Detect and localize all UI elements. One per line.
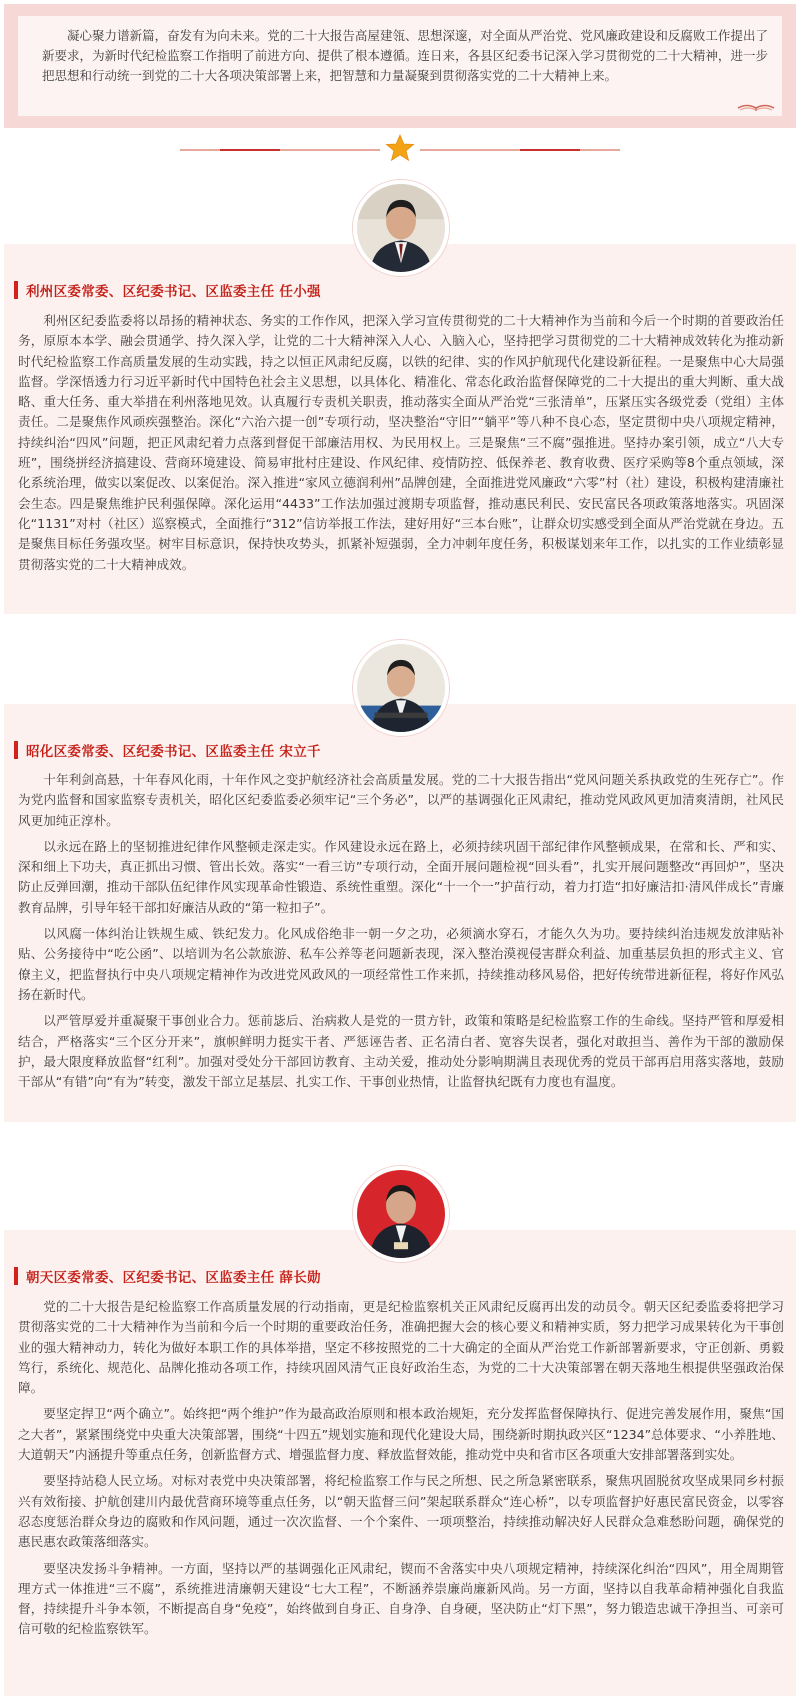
section-heading xyxy=(14,280,321,300)
section-body xyxy=(18,770,784,1098)
heading-accent-bar xyxy=(14,281,18,299)
divider-line-right xyxy=(420,149,620,151)
divider-line-left xyxy=(180,149,380,151)
star-divider xyxy=(180,138,620,162)
section-paragraph: 要坚定捍卫“两个确立”。始终把“两个维护”作为最高政治原则和根本政治规矩，充分发挥监督保障执行、促进完善发展作用，聚焦“国之大者”，紧紧围绕党中央重大决策部署，围绕“十四五”规划实施和现代化建设大局，围绕新时期执政兴区“1234”总体要求、“小养胜地、大道朝天”内涵提升等重点任务，创新监督方式、增强监督力度、释放监督效能，推动党中央和省市区各项重大安排部署落到实处。 xyxy=(18,1406,784,1463)
star-icon xyxy=(385,133,415,163)
avatar xyxy=(353,180,449,276)
section-title: 朝天区委常委、区纪委书记、区监委主任 薛长勋 xyxy=(26,1270,321,1286)
section-paragraph: 利州区纪委监委将以昂扬的精神状态、务实的工作作风，把深入学习宣传贯彻党的二十大精神作为当前和今后一个时期的首要政治任务，原原本本学、融会贯通学、持久深入学，让党的二十大精神深入人心、入脑入心，坚持把学习贯彻党的二十大精神成效转化为推动新时代纪检监察工作高质量发展的生动实践，持之以恒正风肃纪反腐，以铁的纪律、实的作风护航现代化建设新征程。一是聚焦中心大局强监督。学深悟透力行习近平新时代中国特色社会主义思想，以具体化、精准化、常态化政治监督保障党的二十大提出的重大判断、重大战略、重大任务、重大举措在利州落地见效。认真履行专责机关职责，推动落实全面从严治党“三张清单”，压紧压实各级党委（党组）主体责任。二是聚焦作风顽疾强整治。深化“六治六提一创”专项行动，坚决整治“守旧”“躺平”等八种不良心态，坚定贯彻中央八项规定精神，持续纠治“四风”问题，把正风肃纪着力点落到督促干部廉洁用权、为民用权上。三是聚焦“三不腐”强推进。坚持办案引领，成立“八大专班”，围绕拼经济搞建设、营商环境建设、简易审批村庄建设、作风纪律、疫情防控、低保养老、教育收费、医疗采购等8个重点领域，深化系统治理，做实以案促改、以案促治。深入推进“家风立德润利州”品牌创建，全面推进党风廉政“六零”村（社）建设，积极构建清廉社会生态。四是聚焦维护民利强保障。深化运用“4433”工作法加强过渡期专项监督，推动惠民利民、安民富民各项政策落地落实。巩固深化“1131”对村（社区）巡察模式，全面推行“312”信访举报工作法，建好用好“三本台账”，让群众切实感受到全面从严治党就在身边。五是聚焦目标任务强攻坚。树牢目标意识，保持快攻势头，抓紧补短强弱，全力冲刺年度任务，积极谋划来年工作，以扎实的工作业绩彰显贯彻落实党的二十大精神成效。 xyxy=(18,313,784,572)
official-section-3 xyxy=(4,1230,796,1696)
avatar xyxy=(353,640,449,736)
section-heading xyxy=(14,1266,321,1286)
official-section-1 xyxy=(4,244,796,614)
intro-box xyxy=(4,4,796,128)
section-paragraph: 十年利剑高悬，十年春风化雨，十年作风之变护航经济社会高质量发展。党的二十大报告指出“党风问题关系执政党的生死存亡”。作为党内监督和国家监察专责机关，昭化区纪委监委必须牢记“三个务必”，以严的基调强化正风肃纪，推动党风政风更加清爽清朗，社风民风更加纯正淳朴。 xyxy=(18,772,784,828)
heading-accent-bar xyxy=(14,741,18,759)
section-paragraph: 以风腐一体纠治让铁规生威、铁纪发力。化风成俗绝非一朝一夕之功，必须滴水穿石，才能久久为功。要持续纠治违规发放津贴补贴、公务接待中“吃公函”、以培训为名公款旅游、私车公养等老问题新表现，深入整治漠视侵害群众利益、加重基层负担的形式主义、官僚主义，把监督执行中央八项规定精神作为改进党风政风的一项经常性工作来抓，持续推动移风易俗，把好传统带进新征程，将好作风弘扬在新时代。 xyxy=(18,926,784,1002)
official-section-2 xyxy=(4,704,796,1122)
section-paragraph: 要坚持站稳人民立场。对标对表党中央决策部署，将纪检监察工作与民之所想、民之所急紧密联系，聚焦巩固脱贫攻坚成果同乡村振兴有效衔接、护航创建川内最优营商环境等重点任务，以“朝天监督三问”架起联系群众“连心桥”，以专项监督护好惠民富民资金，以零容忍态度惩治群众身边的腐败和作风问题，通过一次次监督、一个个案件、一项项整治，持续推动解决好人民群众急难愁盼问题，确保党的惠民惠农政策落细落实。 xyxy=(18,1473,784,1550)
intro-panel xyxy=(18,16,782,116)
section-paragraph: 以永远在路上的坚韧推进纪律作风整顿走深走实。作风建设永远在路上，必须持续巩固干部纪律作风整顿成果，在常和长、严和实、深和细上下功夫，真正抓出习惯、管出长效。落实“一看三访”专项行动，全面开展问题检视“回头看”，扎实开展问题整改“再回炉”，坚决防止反弹回潮，推动干部队伍纪律作风实现革命性锻造、系统性重塑。深化“十一个一”护苗行动，着力打造“扣好廉洁扣·清风伴成长”青廉教育品牌，引导年轻干部扣好廉洁从政的“第一粒扣子”。 xyxy=(18,838,784,915)
section-title: 利州区委常委、区纪委书记、区监委主任 任小强 xyxy=(26,284,321,300)
section-body xyxy=(18,1297,784,1646)
section-paragraph: 以严管厚爱并重凝聚干事创业合力。惩前毖后、治病救人是党的一贯方针，政策和策略是纪检监察工作的生命线。坚持严管和厚爱相结合，严格落实“三个区分开来”，旗帜鲜明力挺实干者、严惩诬告者、正名清白者、宽容失误者，强化对敢担当、善作为干部的激励保护，最大限度释放监督“红利”。加强对受处分干部回访教育、主动关爱，推动处分影响期满且表现优秀的党员干部再启用落实落地，鼓励干部从“有错”向“有为”转变，激发干部立足基层、扎实工作、干事创业热情，让监督执纪既有力度也有温度。 xyxy=(18,1013,784,1090)
avatar xyxy=(353,1166,449,1262)
section-title: 昭化区委常委、区纪委书记、区监委主任 宋立千 xyxy=(26,744,321,760)
heading-accent-bar xyxy=(14,1267,18,1285)
intro-text: 凝心聚力谱新篇，奋发有为向未来。党的二十大报告高屋建瓴、思想深邃，对全面从严治党、党风廉政建设和反腐败工作提出了新要求，为新时代纪检监察工作指明了前进方向、提供了根本遵循。连日来，各县区纪委书记深入学习贯彻党的二十大精神，进一步把思想和行动统一到党的二十大各项决策部署上来，把智慧和力量凝聚到贯彻落实党的二十大精神上来。 xyxy=(42,28,768,83)
open-book-icon xyxy=(736,96,776,112)
section-heading xyxy=(14,740,321,760)
section-paragraph: 要坚决发扬斗争精神。一方面，坚持以严的基调强化正风肃纪，锲而不舍落实中央八项规定精神，持续深化纠治“四风”，用全周期管理方式一体推进“三不腐”，系统推进清廉朝天建设“七大工程”，不断涵养崇廉尚廉新风尚。另一方面，坚持以自我革命精神强化自我监督，持续提升斗争本领，不断提高自身“免疫”，始终做到自身正、自身净、自身硬，坚决防止“灯下黑”，努力锻造忠诚干净担当、可亲可信可敬的纪检监察铁军。 xyxy=(18,1560,784,1637)
section-paragraph: 党的二十大报告是纪检监察工作高质量发展的行动指南，更是纪检监察机关正风肃纪反腐再出发的动员令。朝天区纪委监委将把学习贯彻落实党的二十大精神作为当前和今后一个时期的重要政治任务，准确把握大会的核心要义和精神实质，努力把学习成果转化为干事创业的强大精神动力，转化为做好本职工作的具体举措，坚定不移按照党的二十大确定的全面从严治党工作新部署新要求，守正创新、勇毅笃行，系统化、规范化、品牌化推动各项工作，持续巩固风清气正良好政治生态，为党的二十大决策部署在朝天落地生根提供坚强政治保障。 xyxy=(18,1299,784,1396)
section-body xyxy=(18,311,784,581)
